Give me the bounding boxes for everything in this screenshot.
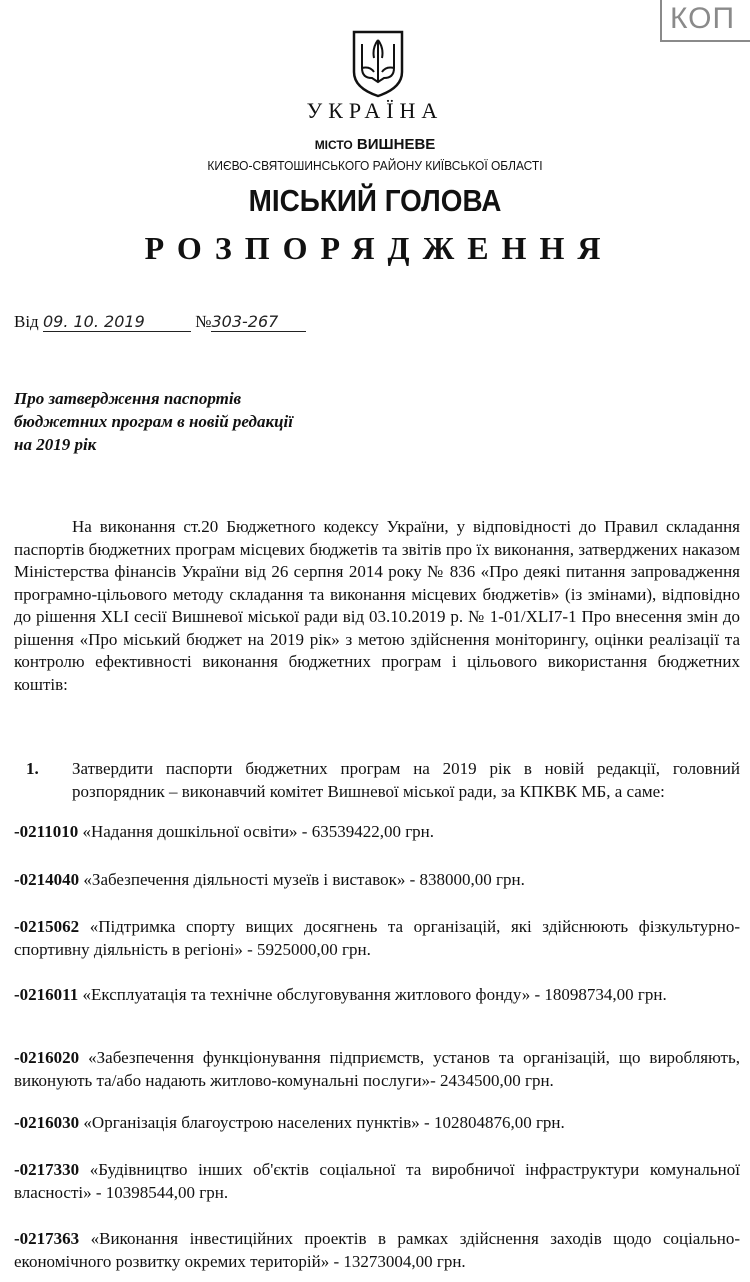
program-code: -0217363 bbox=[14, 1229, 80, 1248]
district-line: КИЄВО-СВЯТОШИНСЬКОГО РАЙОНУ КИЇВСЬКОЇ ОБЛАСТІ bbox=[207, 158, 543, 173]
date-label: Від bbox=[14, 312, 39, 331]
program-code: -0216020 bbox=[14, 1048, 80, 1067]
program-code: -0214040 bbox=[14, 870, 80, 889]
point-text: Затвердити паспорти бюджетних програм на 2019 рік в новій редакції, головний розпорядник – виконавчий комітет Вишневої міської ради, за КПКВК МБ, а саме: bbox=[72, 759, 740, 801]
program-text: «Виконання інвестиційних проектів в рамках здійснення заходів щодо соціально-економічного розвитку окремих територій» - 13273004,00 грн. bbox=[14, 1229, 740, 1271]
preamble-paragraph: На виконання ст.20 Бюджетного кодексу України, у відповідності до Правил складання паспортів бюджетних програм місцевих бюджетів та звітів про їх виконання, затверджених наказом Міністерства фінансів України від 26 серпня 2014 року № 836 «Про деякі питання запровадження програмно-цільового методу складання та виконання місцевих бюджетів» (із змінами), відповідно до рішення XLI сесії Вишневої міської ради від 03.10.2019 р. № 1-01/XLI7-1 Про внесення змін до рішення «Про міський бюджет на 2019 рік» з метою здійснення моніторингу, оцінки реалізації та контролю ефективності виконання бюджетних програм і цільового використання бюджетних коштів: bbox=[14, 517, 740, 694]
document-type: РОЗПОРЯДЖЕННЯ bbox=[144, 230, 614, 266]
document-title: Про затвердження паспортів бюджетних програм в новій редакції на 2019 рік bbox=[14, 389, 293, 454]
program-text: «Експлуатація та технічне обслуговування житлового фонду» - 18098734,00 грн. bbox=[78, 985, 667, 1004]
program-item bbox=[14, 1159, 740, 1204]
point-number: 1. bbox=[26, 759, 39, 778]
city-name: ВИШНЕВЕ bbox=[356, 136, 436, 153]
program-item bbox=[14, 821, 740, 844]
program-text: «Будівництво інших об'єктів соціальної та виробничої інфраструктури комунальної власності» - 10398544,00 грн. bbox=[14, 1160, 740, 1202]
program-code: -0216030 bbox=[14, 1113, 80, 1132]
program-code: -0211010 bbox=[14, 822, 79, 841]
program-code: -0216011 bbox=[14, 985, 79, 1004]
program-item bbox=[14, 1112, 740, 1135]
number-value: 303-267 bbox=[211, 312, 306, 332]
city-line bbox=[0, 136, 750, 153]
copy-stamp: КОП bbox=[660, 0, 750, 42]
city-prefix: МІСТО bbox=[314, 138, 353, 152]
program-text: «Підтримка спорту вищих досягнень та організацій, які здійснюють фізкультурно-спортивну діяльність в регіоні» - 5925000,00 грн. bbox=[14, 917, 740, 959]
program-code: -0215062 bbox=[14, 917, 80, 936]
trident-emblem-icon bbox=[350, 28, 406, 98]
program-item bbox=[14, 916, 740, 961]
point-1 bbox=[14, 758, 740, 803]
program-item bbox=[14, 984, 740, 1007]
program-item bbox=[14, 869, 740, 892]
program-item bbox=[14, 1047, 740, 1092]
number-label: № bbox=[195, 312, 212, 331]
authority-title: МІСЬКИЙ ГОЛОВА bbox=[248, 183, 502, 218]
country-name: УКРАЇНА bbox=[306, 98, 444, 123]
date-value: 09. 10. 2019 bbox=[43, 312, 191, 332]
program-text: «Надання дошкільної освіти» - 63539422,00 грн. bbox=[78, 822, 435, 841]
program-text: «Організація благоустрою населених пунктів» - 102804876,00 грн. bbox=[79, 1113, 565, 1132]
program-item bbox=[14, 1228, 740, 1273]
dateline bbox=[14, 312, 306, 332]
program-text: «Забезпечення функціонування підприємств, установ та організацій, що виробляють, виконують та/або надають житлово-комунальні послуги»- 2434500,00 грн. bbox=[14, 1048, 740, 1090]
program-code: -0217330 bbox=[14, 1160, 80, 1179]
program-text: «Забезпечення діяльності музеїв і виставок» - 838000,00 грн. bbox=[79, 870, 525, 889]
